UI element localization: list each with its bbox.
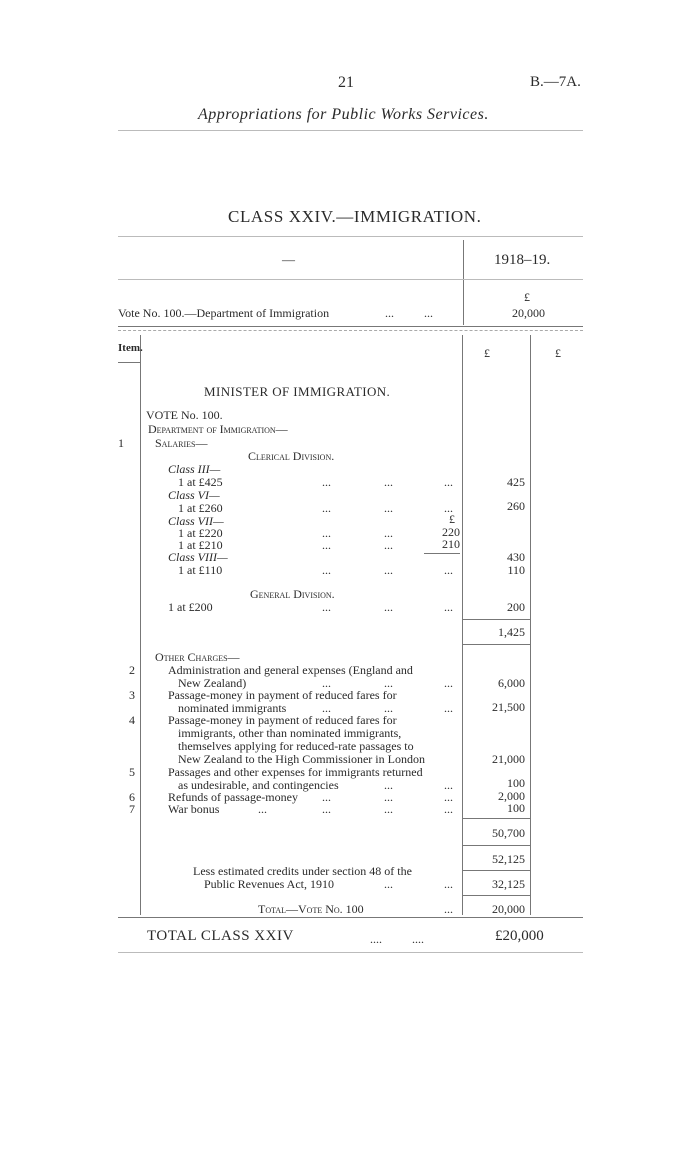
charge-3-line-2: nominated immigrants [178,701,287,715]
vote-dots: ... ... [385,306,433,320]
charge-3-amount: 21,500 [492,700,525,714]
class-7-line-2-dots-1: ... [322,538,331,552]
charge-2-line-2: New Zealand) [178,676,247,690]
running-title: Appropriations for Public Works Services. [198,106,489,123]
charge-7-amount: 100 [507,801,525,815]
charge-5-dots-1: ... [384,778,393,792]
charge-2-dots-3: ... [444,676,453,690]
class-6-dots-1: ... [322,501,331,515]
summary-currency: £ [524,290,530,304]
general-division-heading: General Division. [250,587,335,601]
summary-bottom-rule [118,326,583,327]
vote-total-dots: ... [444,902,453,916]
salaries-total: 1,425 [498,625,525,639]
class-8-label: Class VIII— [168,550,228,564]
class-3-label: Class III— [168,462,221,476]
credits-rule [463,895,530,896]
amount-col1-currency: £ [484,346,490,360]
other-charges-total: 50,700 [492,826,525,840]
charge-6-dots-2: ... [384,790,393,804]
class-3-dots-3: ... [444,475,453,489]
class-total-amount: £20,000 [495,928,544,944]
class-7-total: 430 [507,550,525,564]
item-number-4: 4 [129,713,135,727]
charge-3-dots-1: ... [322,701,331,715]
vote-amount: 20,000 [512,306,545,320]
item-number-3: 3 [129,688,135,702]
class-6-dots-3: ... [444,501,453,515]
description-column-divider [462,335,463,915]
class-7-line-1-dots-1: ... [322,526,331,540]
vote-total-amount: 20,000 [492,902,525,916]
item-number-5: 5 [129,765,135,779]
vote-label: Vote No. 100.—Department of Immigration [118,306,330,320]
amount-col2-currency: £ [555,346,561,360]
vote-total-rule [118,917,583,918]
other-charges-heading: Other Charges— [155,650,240,664]
charge-3-dots-3: ... [444,701,453,715]
general-line: 1 at £200 [168,600,213,614]
class-3-line: 1 at £425 [178,475,223,489]
class-3-amount: 425 [507,475,525,489]
charge-2-amount: 6,000 [498,676,525,690]
charge-5-dots-2: ... [444,778,453,792]
minister-heading: MINISTER OF IMMIGRATION. [204,384,391,399]
charge-3-line-1: Passage-money in payment of reduced fares for [168,688,397,702]
charge-7-dots-2: ... [322,802,331,816]
item-header: Item. [118,342,143,354]
credits-line-2: Public Revenues Act, 1910 [204,877,334,891]
charge-5-amount: 100 [507,776,525,790]
general-dots-1: ... [322,600,331,614]
item-number-6: 6 [129,790,135,804]
class-6-label: Class VI— [168,488,220,502]
class-3-dots-1: ... [322,475,331,489]
page-number: 21 [338,74,354,91]
summary-bottom-rule-2 [118,330,583,331]
class-3-dots-2: ... [384,475,393,489]
class-7-line-1: 1 at £220 [178,526,223,540]
charge-3-dots-2: ... [384,701,393,715]
summary-rule [118,279,583,280]
credits-dots-2: ... [444,877,453,891]
class-8-line: 1 at £110 [178,563,223,577]
vote-number: VOTE No. 100. [146,408,223,422]
summary-year: 1918–19. [494,252,551,268]
charge-5-line-2: as undesirable, and contingencies [178,778,339,792]
general-dots-3: ... [444,600,453,614]
class-7-label: Class VII— [168,514,224,528]
charge-4-amount: 21,000 [492,752,525,766]
amount-column-divider [530,335,531,915]
class-title: CLASS XXIV.—IMMIGRATION. [228,207,482,226]
class-6-dots-2: ... [384,501,393,515]
class-title-rule [118,236,583,237]
class-7-line-1-amount: 220 [442,525,460,539]
class-6-line: 1 at £260 [178,501,223,515]
credits-dots-1: ... [384,877,393,891]
class-7-line-2: 1 at £210 [178,538,223,552]
class-8-dots-2: ... [384,563,393,577]
charge-7-dots-4: ... [444,802,453,816]
header-rule [118,130,583,131]
item-header-underline [118,362,140,363]
department-heading: Department of Immigration— [148,422,288,436]
class-7-subtotal-rule [424,553,460,554]
class-total-rule [118,952,583,953]
class-total-dots: .... .... [370,932,424,946]
salaries-total-rule [463,619,530,620]
item-number-2: 2 [129,663,135,677]
credits-line-1: Less estimated credits under section 48 of the [193,864,412,878]
gross-total-rule [463,870,530,871]
salaries-total-rule-bottom [463,644,530,645]
class-6-amount: 260 [507,499,525,513]
class-7-line-1-dots-2: ... [384,526,393,540]
charge-4-line-3: themselves applying for reduced-rate passages to [178,739,414,753]
charge-5-line-1: Passages and other expenses for immigrants returned [168,765,423,779]
charge-7-dots-1: ... [258,802,267,816]
item-column-divider [140,335,141,915]
charge-7-dots-3: ... [384,802,393,816]
class-8-dots-3: ... [444,563,453,577]
charge-2-line-1: Administration and general expenses (England and [168,663,413,677]
gross-total: 52,125 [492,852,525,866]
document-reference: B.—7A. [530,74,581,90]
charge-4-line-2: immigrants, other than nominated immigrants, [178,726,402,740]
charge-4-line-1: Passage-money in payment of reduced fares for [168,713,397,727]
vote-total-label: Total—Vote No. 100 [258,902,364,916]
summary-dash: — [282,252,295,267]
salaries-heading: Salaries— [155,436,208,450]
charge-7-line-1: War bonus [168,802,220,816]
charge-6-dots-3: ... [444,790,453,804]
general-dots-2: ... [384,600,393,614]
class-7-currency: £ [449,512,455,526]
charge-2-dots-1: ... [322,676,331,690]
other-charges-total-rule-bottom [463,845,530,846]
credits-amount: 32,125 [492,877,525,891]
charge-6-amount: 2,000 [498,789,525,803]
item-number-7: 7 [129,802,135,816]
charge-4-line-4: New Zealand to the High Commissioner in London [178,752,425,766]
class-total-label: TOTAL CLASS XXIV [147,928,294,944]
class-8-amount: 110 [507,563,525,577]
other-charges-total-rule [463,818,530,819]
class-7-line-2-amount: 210 [442,537,460,551]
charge-6-dots-1: ... [322,790,331,804]
summary-divider [463,240,464,325]
charge-6-line-1: Refunds of passage-money [168,790,298,804]
clerical-division-heading: Clerical Division. [248,449,335,463]
item-number-1: 1 [118,436,124,450]
charge-2-dots-2: ... [384,676,393,690]
class-7-line-2-dots-2: ... [384,538,393,552]
general-amount: 200 [507,600,525,614]
class-8-dots-1: ... [322,563,331,577]
